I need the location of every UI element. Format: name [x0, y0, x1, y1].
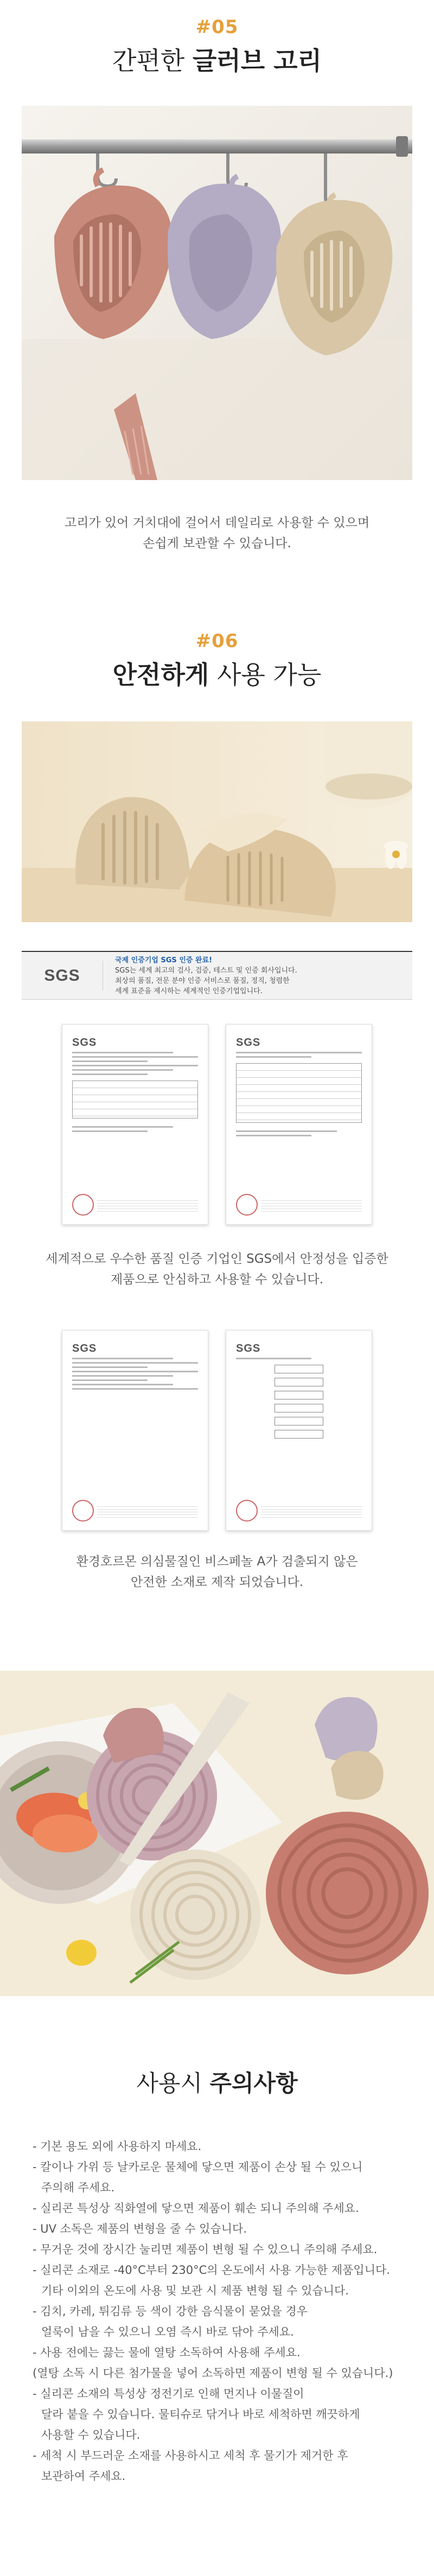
- caution-item: 주의해 주세요.: [41, 2181, 115, 2194]
- caution-item: - 세척 시 부드러운 소재를 사용하시고 세척 후 물기가 제거한 후: [33, 2449, 348, 2462]
- sgs-banner-text: 국제 인증기업 SGS 인증 완료! SGS는 세계 최고의 검사, 검증, 테스트 및 인증 회사입니다. 최상의 품질, 전문 분야 인증 서비스로 품질, 정직, 청렴한 세계 표준을 제시하는 세계적인 인증기업입니다.: [115, 956, 297, 995]
- safe-use-photo: [22, 721, 412, 922]
- caution-item: 달라 붙을 수 있습니다. 물티슈로 닦거나 바로 세척하면 깨끗하게: [41, 2408, 360, 2421]
- certificate-page: SGS: [226, 1330, 372, 1531]
- caution-item: - 칼이나 가위 등 날카로운 물체에 닿으면 제품이 손상 될 수 있으니: [33, 2160, 363, 2174]
- caution-title: 사용시 주의사항: [136, 2070, 298, 2096]
- section-number: #05: [195, 16, 239, 38]
- section-title: 안전하게 사용 가능: [112, 660, 322, 689]
- certificate-page: SGS: [62, 1024, 208, 1225]
- caution-item: - 실리콘 특성상 직화열에 닿으면 제품이 훼손 되니 주의해 주세요.: [33, 2202, 359, 2215]
- certificate-page: SGS: [62, 1330, 208, 1531]
- caution-item: - 실리콘 소재의 특성상 정전기로 인해 먼지나 이물질이: [33, 2387, 304, 2400]
- section-06-header: [0, 630, 434, 691]
- glove-hook-photo: [22, 106, 412, 480]
- caution-item: - 사용 전에는 끓는 물에 열탕 소독하여 사용해 주세요.: [33, 2346, 301, 2359]
- sgs-logo: SGS: [22, 961, 103, 991]
- caution-item: 사용할 수 있습니다.: [41, 2428, 141, 2441]
- section-title: 간편한 글러브 고리: [112, 46, 322, 75]
- certificate-page: SGS: [226, 1024, 372, 1225]
- caution-item: - 실리콘 소재로 -40°C부터 230°C의 온도에서 사용 가능한 제품입니다.: [33, 2264, 390, 2277]
- section-number: #06: [195, 630, 239, 652]
- caution-item: (열탕 소독 시 다른 첨가물을 넣어 소독하면 제품이 변형 될 수 있습니다.): [33, 2367, 393, 2380]
- certificate-row-2: [0, 1330, 434, 1531]
- caution-item: 기타 이외의 온도에 사용 및 보관 시 제품 변형 될 수 있습니다.: [41, 2284, 349, 2297]
- lifestyle-photo: [0, 1671, 434, 1996]
- caution-item: - UV 소독은 제품의 변형을 줄 수 있습니다.: [33, 2222, 247, 2235]
- caution-item: 얼룩이 남을 수 있으니 오염 즉시 바로 닦아 주세요.: [41, 2325, 294, 2338]
- bpa-free-description: 환경호르몬 의심물질인 비스페놀 A가 검출되지 않은 안전한 소재로 제작 되었습니다.: [76, 1555, 358, 1589]
- caution-item: - 김치, 카레, 튀김류 등 색이 강한 음식물이 묻었을 경우: [33, 2305, 308, 2318]
- sgs-certification-banner: [22, 951, 412, 1000]
- caution-item: - 무거운 것에 장시간 눌리면 제품이 변형 될 수 있으니 주의해 주세요.: [33, 2243, 378, 2256]
- caution-list: [33, 2136, 423, 2486]
- caution-item: - 기본 용도 외에 사용하지 마세요.: [33, 2140, 202, 2153]
- section-05-header: [0, 16, 434, 77]
- section-05-description: 고리가 있어 거치대에 걸어서 데일리로 사용할 수 있으며 손쉽게 보관할 수 있습니다.: [64, 516, 370, 551]
- certificate-row-1: [0, 1024, 434, 1225]
- sgs-description: 세계적으로 우수한 품질 인증 기업인 SGS에서 안정성을 입증한 제품으로 안심하고 사용할 수 있습니다.: [46, 1252, 388, 1287]
- caution-item: 보관하여 주세요.: [41, 2470, 126, 2483]
